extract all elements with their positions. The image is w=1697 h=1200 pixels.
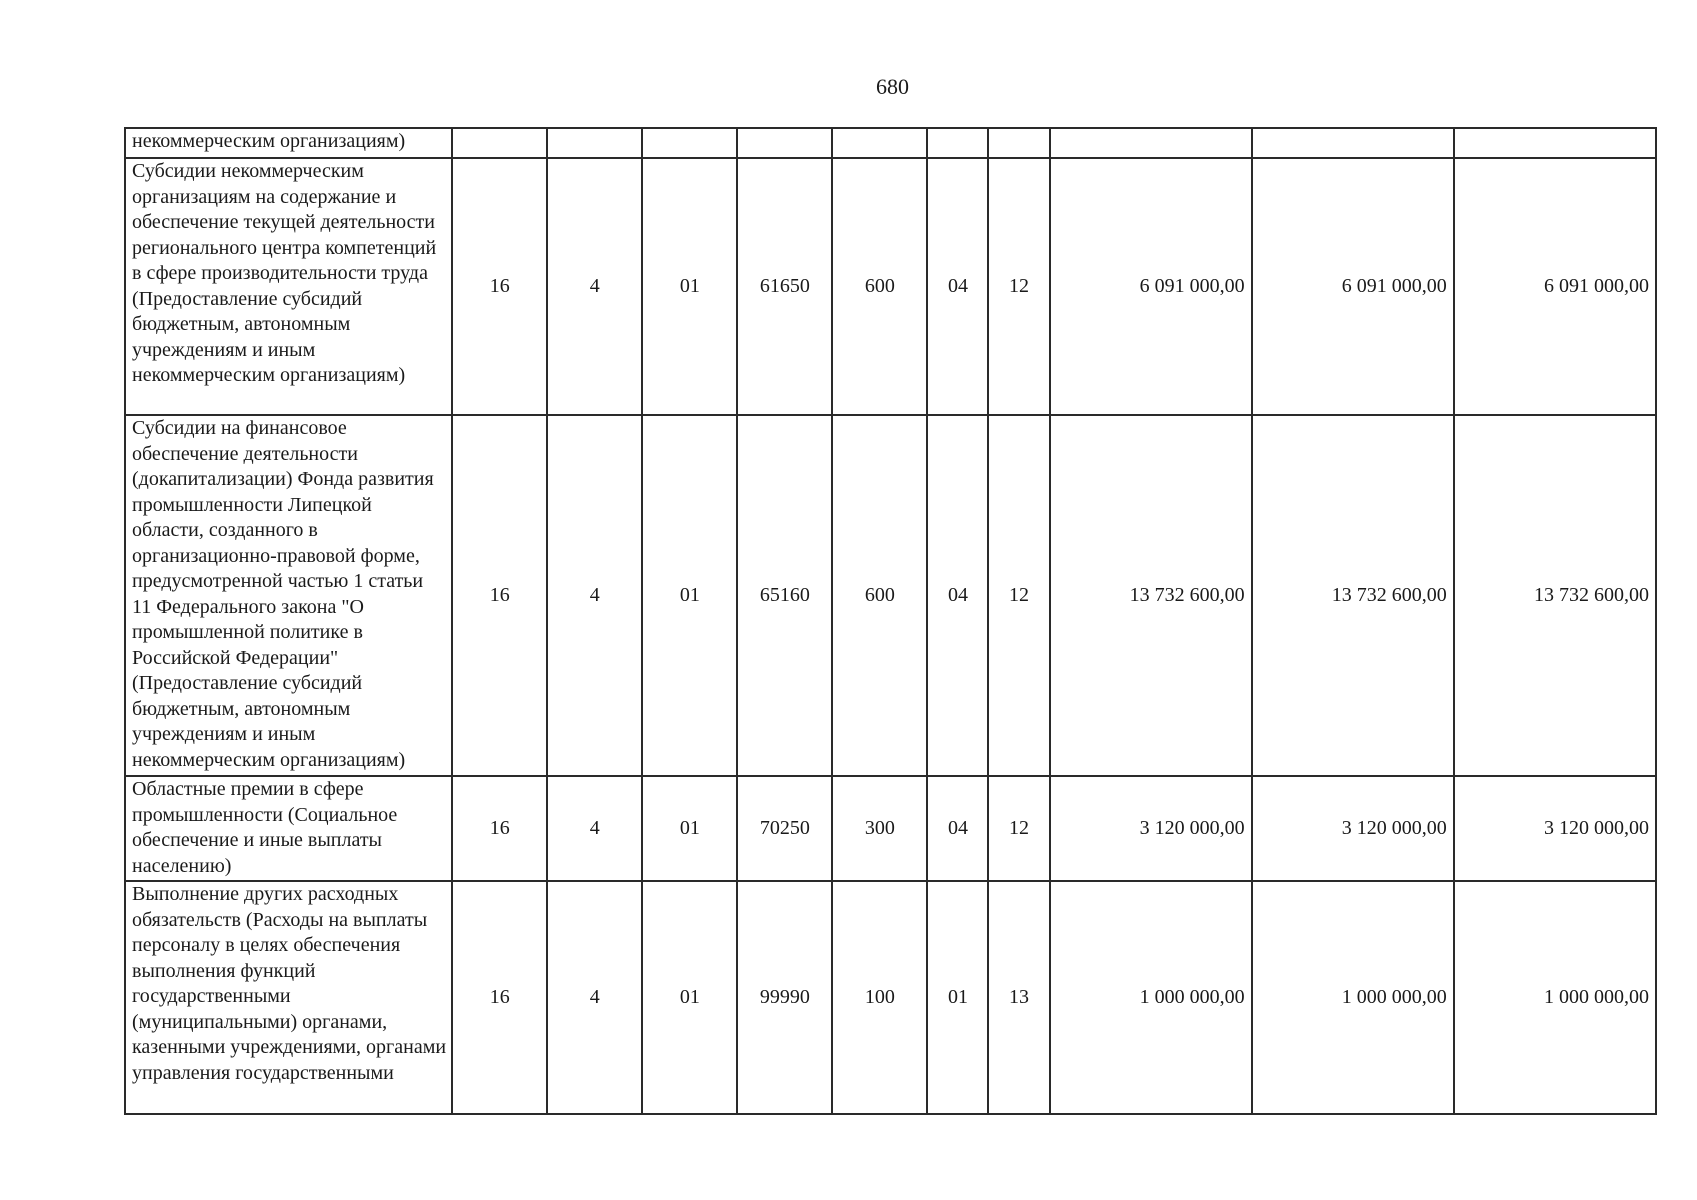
code-cell bbox=[988, 128, 1049, 158]
code-cell bbox=[642, 128, 737, 158]
amount-cell: 3 120 000,00 bbox=[1454, 776, 1656, 881]
code-cell: 4 bbox=[547, 158, 642, 415]
table-row bbox=[125, 776, 1656, 881]
code-cell: 300 bbox=[832, 776, 927, 881]
code-cell: 01 bbox=[642, 881, 737, 1114]
budget-table bbox=[124, 127, 1657, 1115]
code-cell: 4 bbox=[547, 415, 642, 776]
row-description: Субсидии на финансовое обеспечение деятельности (докапитализации) Фонда развития промышленности Липецкой области, созданного в организационно-правовой форме, предусмотренной частью 1 статьи 11 Федерального закона "О промышленной политике в Российской Федерации" (Предоставление субсидий бюджетным, автономным учреждениям и иным некоммерческим организациям) bbox=[125, 415, 452, 776]
code-cell: 04 bbox=[927, 415, 988, 776]
code-cell bbox=[547, 128, 642, 158]
code-cell: 61650 bbox=[737, 158, 832, 415]
code-cell: 16 bbox=[452, 158, 547, 415]
page-number: 680 bbox=[876, 74, 909, 99]
code-cell: 600 bbox=[832, 415, 927, 776]
amount-cell: 1 000 000,00 bbox=[1050, 881, 1252, 1114]
amount-cell: 13 732 600,00 bbox=[1454, 415, 1656, 776]
code-cell: 16 bbox=[452, 415, 547, 776]
code-cell: 99990 bbox=[737, 881, 832, 1114]
code-cell: 4 bbox=[547, 881, 642, 1114]
code-cell bbox=[452, 128, 547, 158]
code-cell: 65160 bbox=[737, 415, 832, 776]
code-cell: 12 bbox=[988, 776, 1049, 881]
code-cell: 16 bbox=[452, 881, 547, 1114]
amount-cell: 1 000 000,00 bbox=[1454, 881, 1656, 1114]
code-cell: 16 bbox=[452, 776, 547, 881]
code-cell: 12 bbox=[988, 158, 1049, 415]
table-row bbox=[125, 881, 1656, 1114]
amount-cell: 13 732 600,00 bbox=[1050, 415, 1252, 776]
code-cell: 600 bbox=[832, 158, 927, 415]
code-cell: 04 bbox=[927, 158, 988, 415]
code-cell: 01 bbox=[927, 881, 988, 1114]
amount-cell: 13 732 600,00 bbox=[1252, 415, 1454, 776]
code-cell: 04 bbox=[927, 776, 988, 881]
amount-cell bbox=[1050, 128, 1252, 158]
amount-cell: 3 120 000,00 bbox=[1050, 776, 1252, 881]
amount-cell: 3 120 000,00 bbox=[1252, 776, 1454, 881]
code-cell bbox=[832, 128, 927, 158]
table-row bbox=[125, 415, 1656, 776]
code-cell bbox=[737, 128, 832, 158]
amount-cell: 6 091 000,00 bbox=[1050, 158, 1252, 415]
amount-cell: 6 091 000,00 bbox=[1454, 158, 1656, 415]
row-description: некоммерческим организациям) bbox=[125, 128, 452, 158]
code-cell: 01 bbox=[642, 158, 737, 415]
code-cell: 70250 bbox=[737, 776, 832, 881]
amount-cell: 6 091 000,00 bbox=[1252, 158, 1454, 415]
table-row bbox=[125, 128, 1656, 158]
row-description: Областные премии в сфере промышленности (Социальное обеспечение и иные выплаты населению) bbox=[125, 776, 452, 881]
table-row bbox=[125, 158, 1656, 415]
code-cell: 100 bbox=[832, 881, 927, 1114]
row-description: Субсидии некоммерческим организациям на содержание и обеспечение текущей деятельности регионального центра компетенций в сфере производительности труда (Предоставление субсидий бюджетным, автономным учреждениям и иным некоммерческим организациям) bbox=[125, 158, 452, 415]
code-cell: 01 bbox=[642, 415, 737, 776]
row-description: Выполнение других расходных обязательств (Расходы на выплаты персоналу в целях обеспечения выполнения функций государственными (муниципальными) органами, казенными учреждениями, органами управления государственными bbox=[125, 881, 452, 1114]
code-cell: 12 bbox=[988, 415, 1049, 776]
code-cell: 01 bbox=[642, 776, 737, 881]
code-cell: 13 bbox=[988, 881, 1049, 1114]
code-cell: 4 bbox=[547, 776, 642, 881]
amount-cell bbox=[1454, 128, 1656, 158]
amount-cell: 1 000 000,00 bbox=[1252, 881, 1454, 1114]
code-cell bbox=[927, 128, 988, 158]
amount-cell bbox=[1252, 128, 1454, 158]
